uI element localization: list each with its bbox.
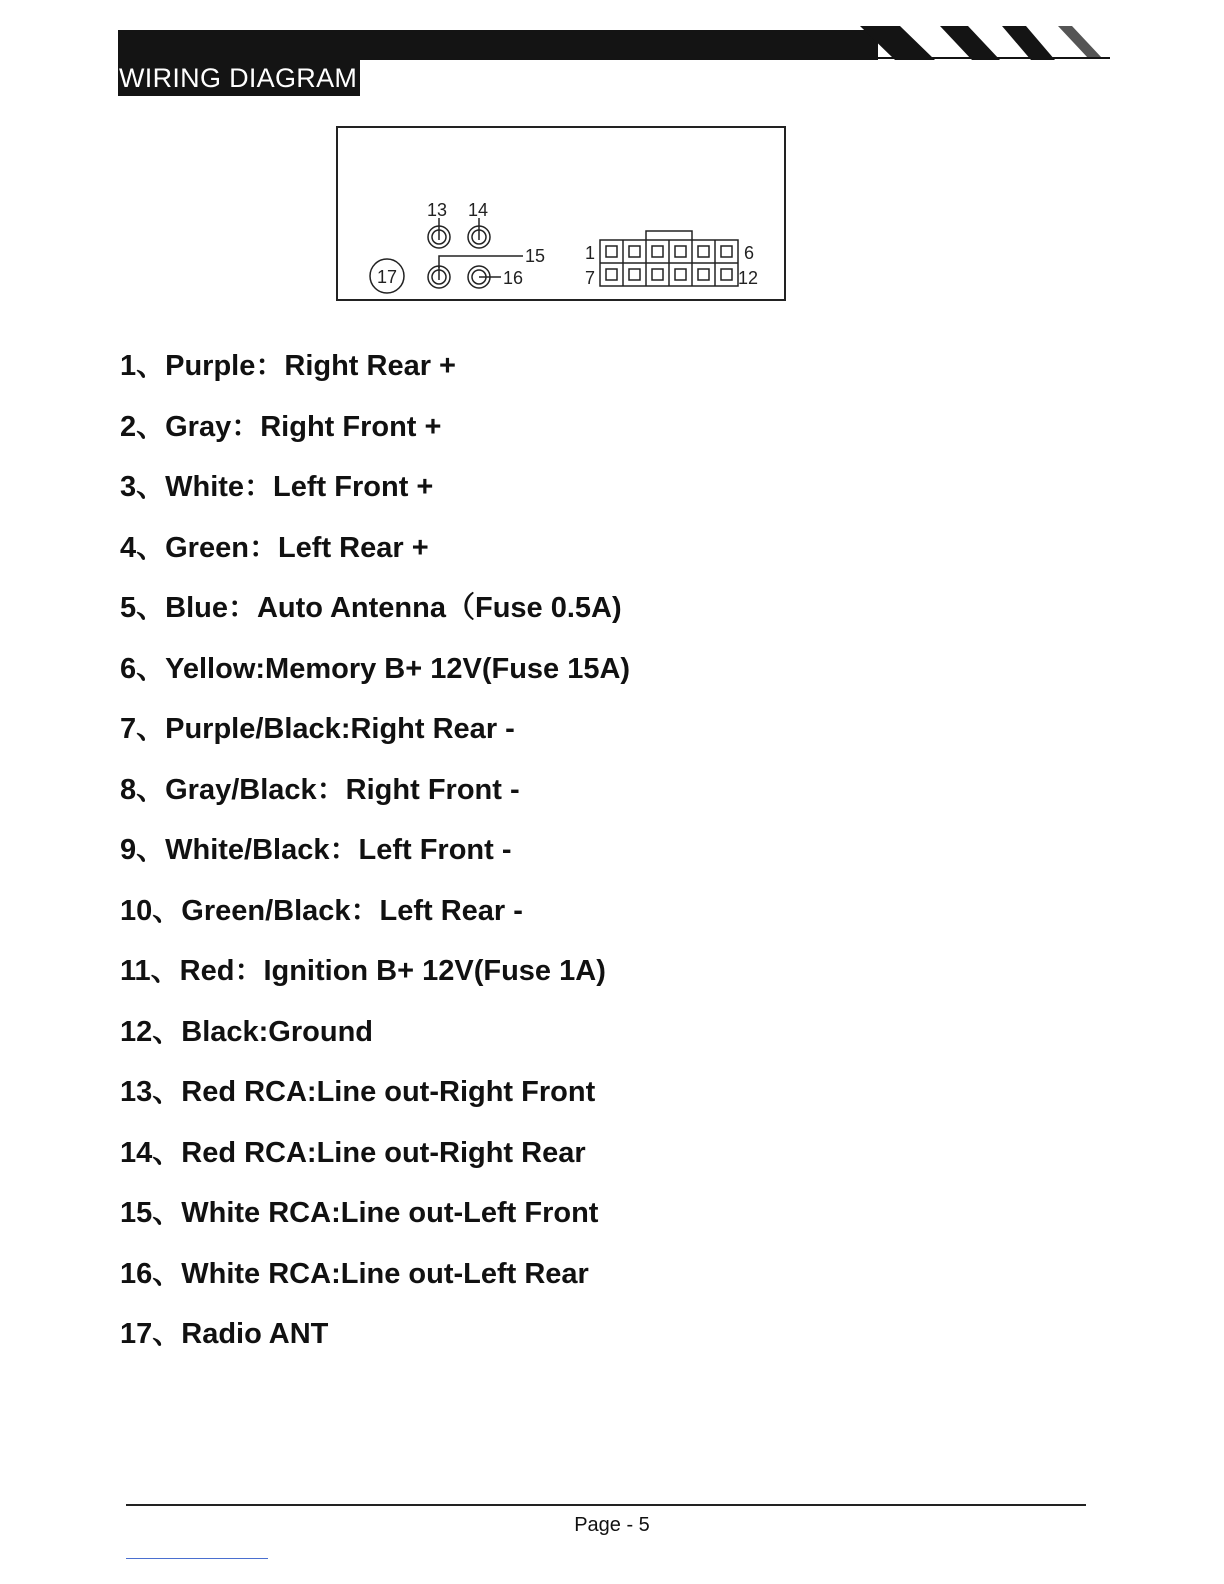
footer-underline-decoration [126,1558,268,1559]
label-13: 13 [427,200,448,220]
header-bar [118,30,878,60]
label-16: 16 [503,268,524,288]
wire-item-10: 10、Green/Black：Left Rear - [120,894,523,927]
wire-item-11: 11、Red：Ignition B+ 12V(Fuse 1A) [120,955,606,987]
wire-item-2: 2、Gray：Right Front + [120,410,442,443]
wire-item-4: 4、Green：Left Rear + [120,531,429,564]
wire-item-13: 13、Red RCA:Line out-Right Front [120,1076,596,1108]
wire-item-16: 16、White RCA:Line out-Left Rear [120,1257,589,1290]
wire-item-5: 5、Blue：Auto Antenna（Fuse 0.5A) [120,592,622,624]
rca-jack-13 [428,218,450,248]
label-pin-7: 7 [585,268,596,288]
label-17: 17 [377,267,398,287]
header-stripes-decoration [840,22,1115,62]
wire-item-3: 3、White：Left Front + [120,471,434,503]
rca-jack-16 [468,266,501,288]
page-title: WIRING DIAGRAM [118,60,360,96]
wire-item-1: 1、Purple：Right Rear + [120,350,456,382]
wire-item-15: 15、White RCA:Line out-Left Front [120,1197,599,1229]
label-pin-1: 1 [585,243,596,263]
wire-item-17: 17、Radio ANT [120,1318,329,1350]
wire-item-7: 7、Purple/Black:Right Rear - [120,713,515,745]
label-14: 14 [468,200,489,220]
connector-drawing [338,128,788,303]
connector-diagram [336,126,786,301]
label-pin-6: 6 [744,243,755,263]
wire-item-9: 9、White/Black：Left Front - [120,834,512,866]
footer-rule [126,1504,1086,1506]
header-rule [118,57,1110,59]
label-15: 15 [525,246,546,266]
rca-jack-14 [468,218,490,248]
wire-item-8: 8、Gray/Black：Right Front - [120,773,520,806]
wire-item-12: 12、Black:Ground [120,1015,373,1048]
wire-item-14: 14、Red RCA:Line out-Right Rear [120,1136,586,1169]
wire-item-6: 6、Yellow:Memory B+ 12V(Fuse 15A) [120,652,631,685]
iso-12-pin-connector [600,231,738,286]
wire-color-list [120,340,630,1369]
page-number: Page - 5 [574,1514,650,1536]
label-pin-12: 12 [738,268,759,288]
